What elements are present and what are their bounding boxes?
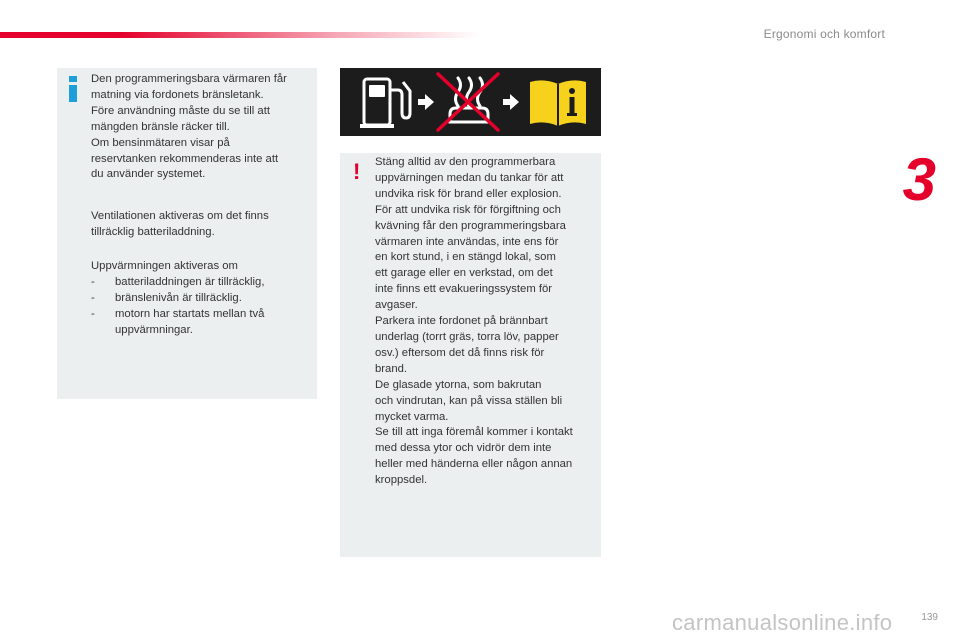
list-item: - batteriladdningen är tillräcklig, — [91, 275, 311, 291]
info-paragraph-fuel: Den programmeringsbara värmaren får matning via fordonets bränsletank. Före användning måste du se till att mängden bränsle räcker till. Om bensinmätaren visar på reservtanken rekommenderas inte att du använder systemet. — [91, 73, 287, 181]
header-accent-bar — [0, 32, 480, 38]
info-box — [57, 68, 317, 399]
warning-text: Stäng alltid av den programmerbara uppvärningen medan du tankar för att undvika risk för brand eller explosion. För att undvika risk för förgiftning och kvävning får den programmeringsbara värmaren inte användas, inte ens för en kort stund, i en stängd lokal, som ett garage eller en verkstad, om det inte finns ett evakueringssystem för avgaser. Parkera inte fordonet på brännbart underlag (torrt gräs, torra löv, papper osv.) eftersom det då finns risk för brand. De glasade ytorna, som bakrutan och vindrutan, kan på vissa ställen bli mycket varma. Se till att inga föremål kommer i kontakt med dessa ytor och vidrör dem inte heller med händerna eller någon annan kroppsdel. — [375, 156, 573, 487]
info-paragraph-ventilation: Ventilationen aktiveras om det finns tillräcklig batteriladdning. — [91, 210, 269, 238]
arrow-right-icon — [503, 94, 519, 110]
info-icon — [68, 76, 78, 102]
warning-box — [340, 153, 601, 557]
fuel-pump-icon — [360, 79, 410, 128]
heater-crossed-icon — [438, 74, 498, 130]
page-number: 139 — [921, 612, 938, 623]
refuel-warning-pictogram — [340, 68, 601, 136]
manual-book-icon — [530, 80, 586, 126]
section-title: Ergonomi och komfort — [763, 27, 885, 41]
conditions-list — [91, 275, 311, 339]
info-heating-intro: Uppvärmningen aktiveras om — [91, 260, 238, 272]
arrow-right-icon — [418, 94, 434, 110]
watermark: carmanualsonline.info — [672, 610, 893, 635]
warning-exclamation-icon: ! — [353, 159, 361, 184]
list-item: - motorn har startats mellan två uppvärmningar. — [91, 307, 311, 339]
list-item: - bränslenivån är tillräcklig. — [91, 291, 311, 307]
info-heating-conditions — [91, 259, 311, 339]
chapter-number: 3 — [902, 146, 936, 213]
